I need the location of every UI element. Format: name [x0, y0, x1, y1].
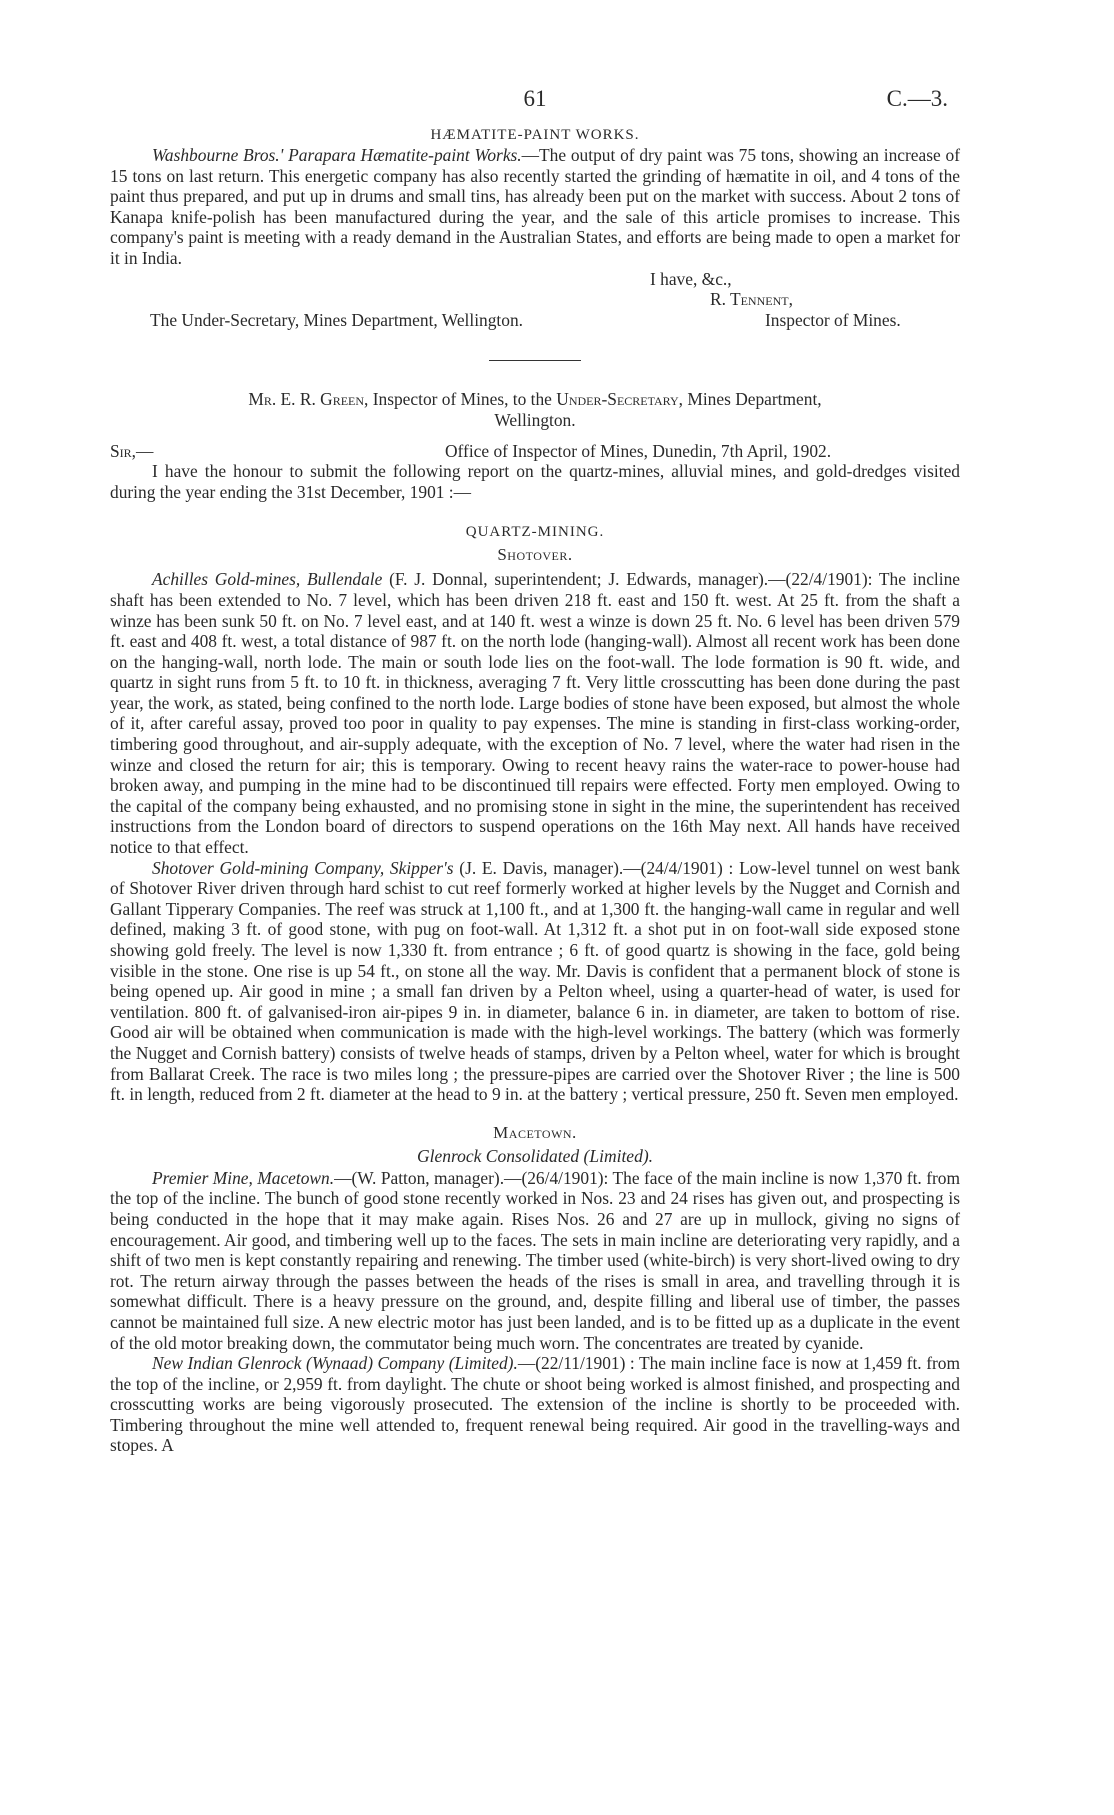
paragraph-new-indian: [110, 1353, 960, 1456]
paragraph-body: (F. J. Donnal, superintendent; J. Edwards, manager).—(22/4/1901): The incline shaft has been extended to No. 7 level, which has been driven 218 ft. east and 150 ft. west. At 25 ft. from the shaft a winze has been sunk 50 ft. on No. 7 level east, and at 140 ft. west a winze is down 25 ft. No. 6 level has been driven 579 ft. east and 408 ft. west, a total distance of 987 ft. on the north lode (hanging-wall). Almost all recent work has been done on the hanging-wall, north lode. The main or south lode lies on the foot-wall. The lode formation is 90 ft. wide, and quartz in sight runs from 5 ft. to 10 ft. in thickness, averaging 7 ft. Very little crosscutting has been done during the past year, the work, as stated, being confined to the north lode. Large bodies of stone have been exposed, but almost the whole of it, after careful assay, proved too poor in quality to pay expenses. The mine is standing in first-class working-order, timbering good throughout, and air-supply adequate, with the exception of No. 7 level, where the water had risen in the winze and closed the return for air; this is temporary. Owing to recent heavy rains the water-race to power-house had broken away, and pumping in the mine had to be discontinued till repairs were effected. Forty men employed. Owing to the capital of the company being exhausted, and no promising stone in sight in the mine, the superintendent has received instructions from the London board of directors to suspend operations on the 16th May next. All hands have received notice to that effect.: [110, 569, 961, 858]
salutation: Sir,—: [110, 440, 154, 461]
district-macetown: Macetown.: [493, 1122, 577, 1142]
paragraph-lead: New Indian Glenrock (Wynaad) Company (Limited).: [152, 1353, 518, 1374]
page-number: 61: [523, 86, 547, 111]
letter-heading: [110, 389, 960, 410]
paragraph-lead: Shotover Gold-mining Company, Skipper's: [152, 857, 454, 878]
paragraph-lead: Washbourne Bros.' Parapara Hæmatite-paint Works.: [152, 145, 522, 165]
section-title-quartz: QUARTZ-MINING.: [465, 524, 605, 541]
office-line: Office of Inspector of Mines, Dunedin, 7th April, 1902.: [445, 440, 832, 461]
sender-name: Mr. E. R. Green: [248, 389, 365, 410]
paragraph-body: —The output of dry paint was 75 tons, showing an increase of 15 tons on last return. This energetic company has also recently started the grinding of hæmatite in oil, and 4 tons of the paint thus prepared, and put up in drums and small tins, has already been put on the market with success. About 2 tons of Kanapa knife-polish has been manufactured during the year, and the sale of this article promises to increase. This company's paint is meeting with a ready demand in the Australian States, and efforts are being made to open a market for it in India.: [110, 145, 960, 268]
district-shotover: Shotover.: [497, 545, 573, 565]
sender-role: , Inspector of Mines, to the: [364, 389, 557, 410]
paragraph-achilles: [110, 569, 960, 857]
page-header: [110, 0, 960, 125]
document-page: [110, 0, 960, 1456]
paragraph-body: —(W. Patton, manager).—(26/4/1901): The face of the main incline is now 1,370 ft. from the top of the incline. The bunch of good stone recently worked in Nos. 23 and 24 rises has given out, and prospecting is being conducted in the hope that it may make again. Rises Nos. 26 and 27 are up in mullock, giving no signs of encouragement. Air good, and timbering well up to the faces. The sets in main incline are deteriorating very rapidly, and a shift of two men is kept constantly repairing and renewing. The timber used (white-birch) is very short-lived owing to dry rot. The return airway through the passes between the heads of the rises is small in area, and travelling through it is somewhat difficult. There is a heavy pressure on the ground, and, despite filling and liberal use of timber, the passes cannot be maintained full size. A new electric motor has just been landed, and is to be fitted up as a duplicate in the event of the old motor breaking down, the commutator being much worn. The concentrates are treated by cyanide.: [110, 1167, 961, 1353]
company-heading: Glenrock Consolidated (Limited).: [416, 1145, 654, 1166]
addressee-row: [110, 310, 960, 331]
paragraph-shotover: [110, 858, 960, 1105]
salutation-row: [110, 441, 960, 462]
letter-heading-line2: Wellington.: [494, 409, 576, 430]
recipient-name: Under-Secretary: [556, 389, 679, 410]
closing-row: [110, 269, 960, 290]
document-reference: C.—3.: [886, 86, 948, 111]
section-divider: [489, 360, 581, 361]
paragraph-lead: Premier Mine, Macetown.: [152, 1167, 335, 1188]
letter-intro: I have the honour to submit the following report on the quartz-mines, alluvial mines, and gold-dredges visited during the year ending the 31st December, 1901 :—: [110, 461, 960, 502]
signature-row: [110, 289, 960, 310]
paragraph-lead: Achilles Gold-mines, Bullendale: [152, 569, 383, 590]
paragraph-premier: [110, 1168, 960, 1353]
paragraph-washbourne: [110, 145, 960, 269]
recipient-dept: , Mines Department,: [678, 389, 822, 410]
signature-title: Inspector of Mines.: [765, 309, 901, 330]
paragraph-body: (J. E. Davis, manager).—(24/4/1901) : Low-level tunnel on west bank of Shotover River driven through hard schist to cut reef formerly worked at higher levels by the Nugget and Cornish and Gallant Tipperary Companies. The reef was struck at 1,100 ft., and at 1,300 ft. the hanging-wall came in regular and well defined, making 3 ft. of good stone, with pug on foot-wall. At 1,312 ft. a shot put in on foot-wall side exposed stone showing gold freely. The level is now 1,330 ft. from entrance ; 6 ft. of good quartz is showing in the face, gold being visible in the stone. One rise is up 54 ft., on stone all the way. Mr. Davis is confident that a permanent block of stone is being opened up. Air good in mine ; a small fan driven by a Pelton wheel, using a quarter-head of water, is used for ventilation. 800 ft. of galvanised-iron air-pipes 9 in. in diameter, balance 6 in. in diameter, are taken to bottom of rise. Good air will be obtained when communication is made with the high-level workings. The battery (which was formerly the Nugget and Cornish battery) consists of twelve heads of stamps, driven by a Pelton wheel, water for which is brought from Ballarat Creek. The race is two miles long ; the pressure-pipes are carried over the Shotover River ; the line is 500 ft. in length, reduced from 2 ft. diameter at the head to 9 in. at the battery ; vertical pressure, 250 ft. Seven men employed.: [110, 857, 960, 1105]
closing-text: I have, &c.,: [650, 268, 732, 289]
signature-name: R. Tennent,: [710, 289, 793, 310]
paragraph-body: —(22/11/1901) : The main incline face is now at 1,459 ft. from the top of the incline, or 2,959 ft. from daylight. The chute or shoot being worked is almost finished, and prospecting and crosscutting works are being vigorously prosecuted. The extension of the incline is shortly to be proceeded with. Timbering throughout the mine well attended to, frequent renewal being required. Air good in the travelling-ways and stopes. A: [110, 1353, 960, 1456]
section-title-haematite: HÆMATITE-PAINT WORKS.: [430, 127, 640, 143]
addressee: The Under-Secretary, Mines Department, Wellington.: [150, 309, 523, 330]
